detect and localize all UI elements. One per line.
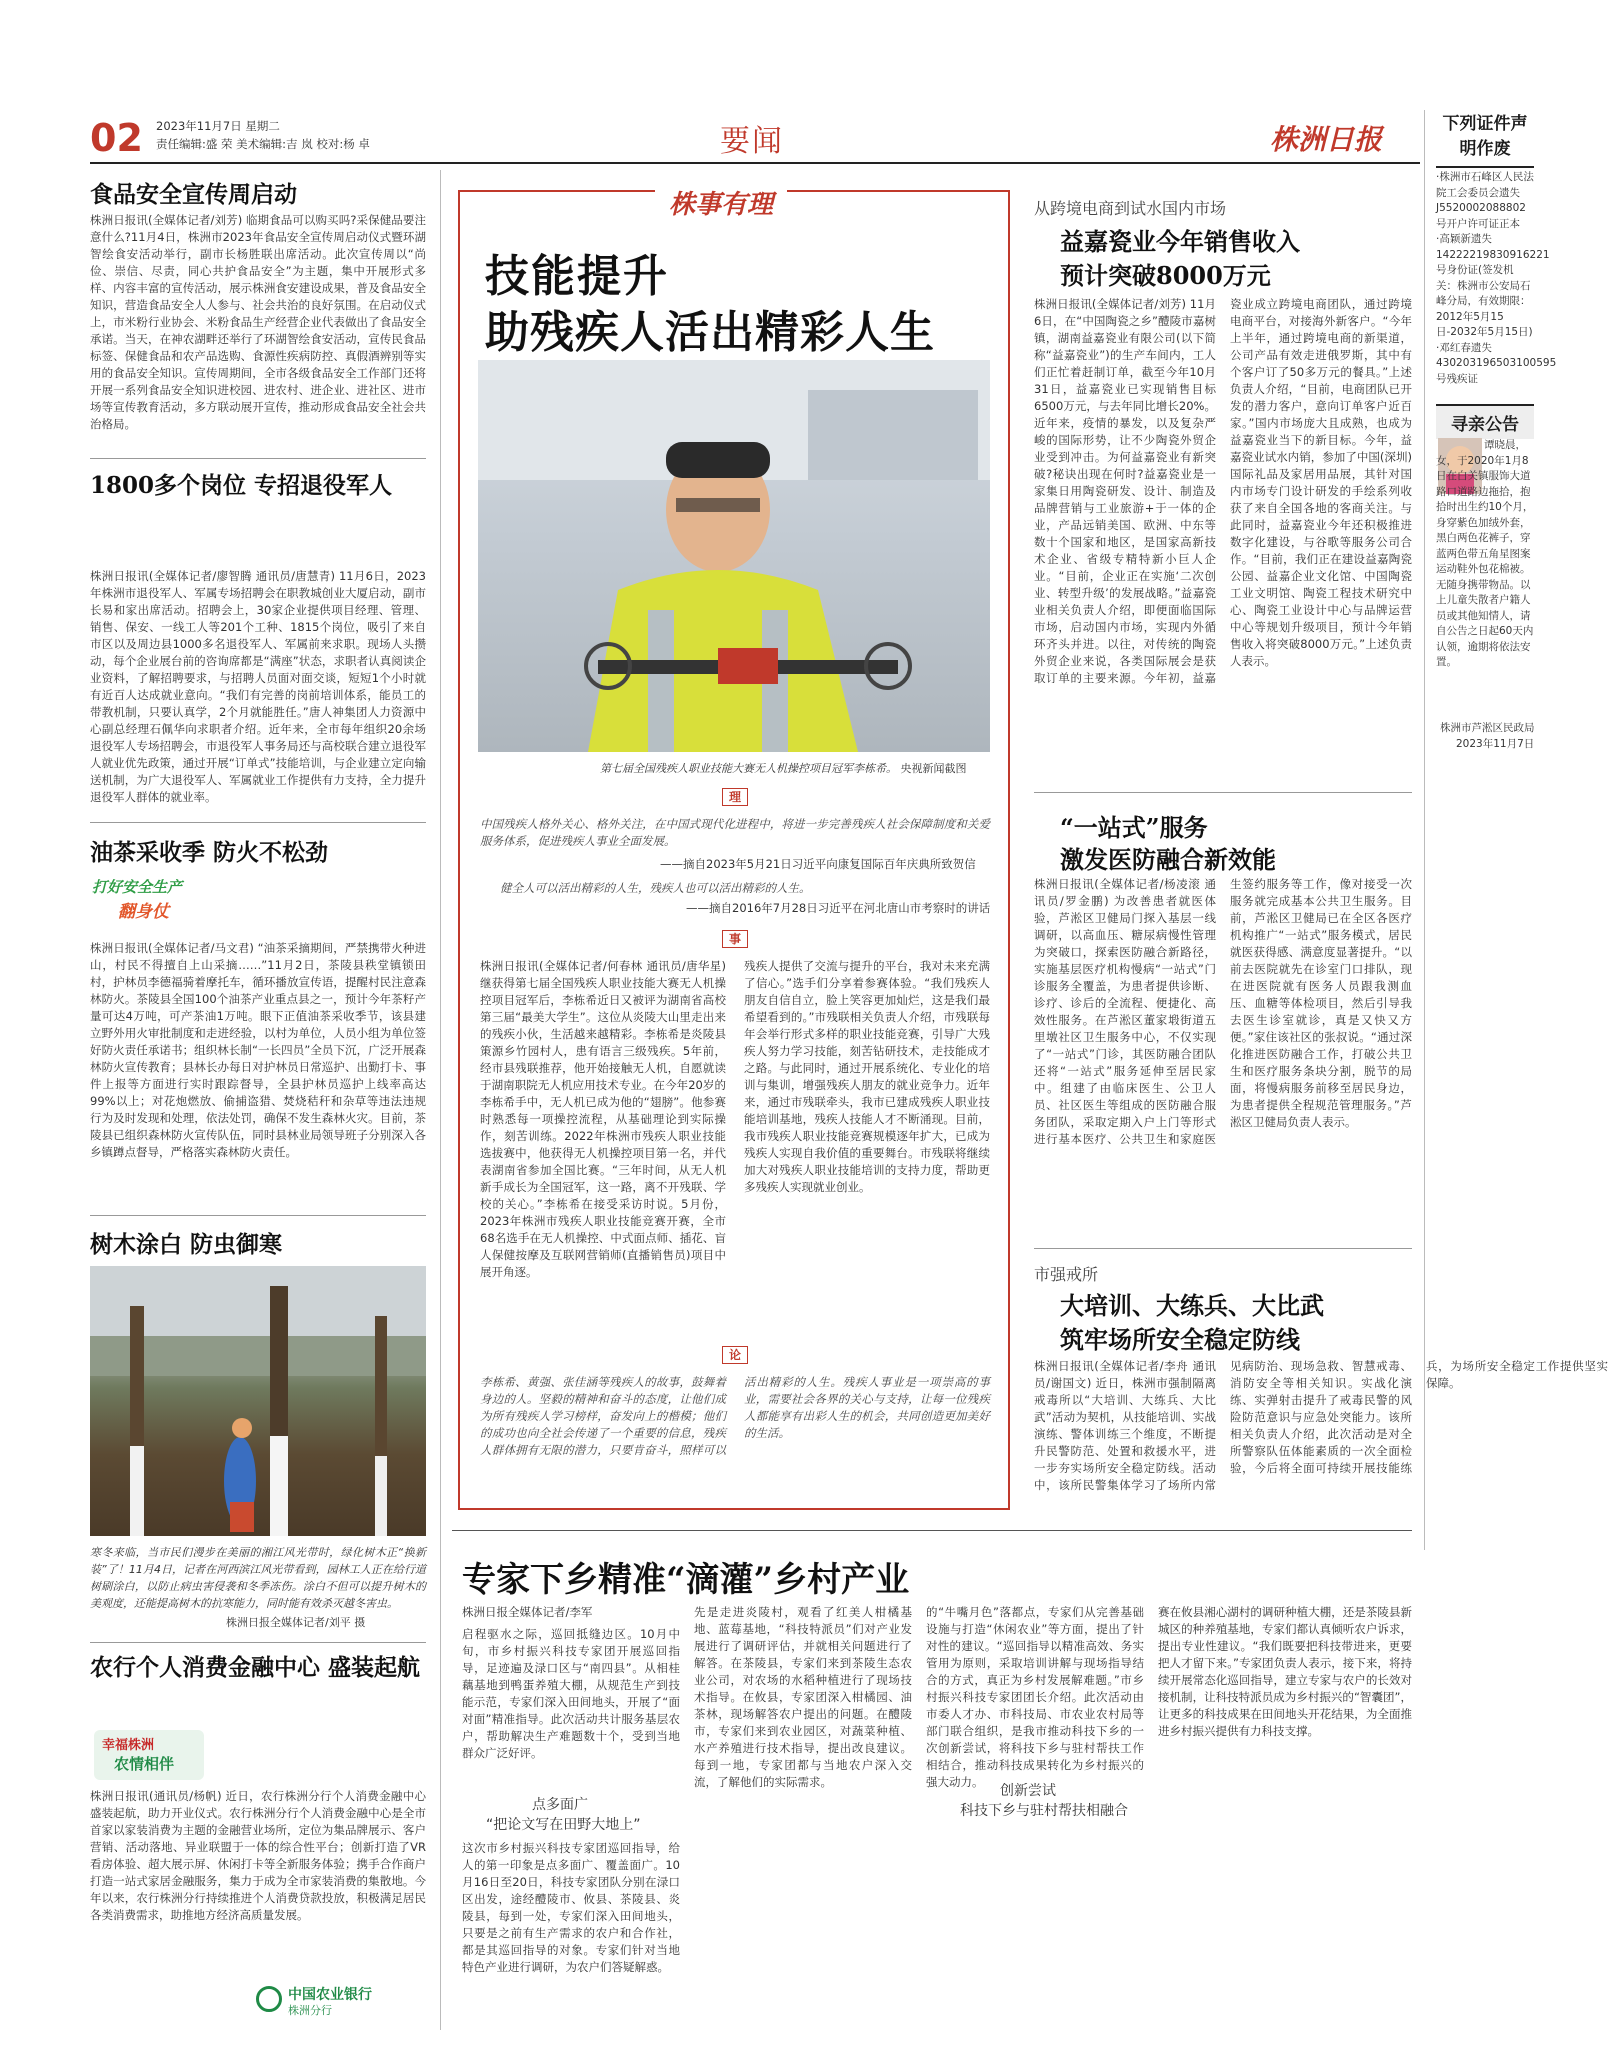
one-stop-title-2: 激发医防融合新效能	[1060, 845, 1276, 874]
quote-2: 健全人可以活出精彩的人生，残疾人也可以活出精彩的人生。	[500, 881, 811, 895]
lost-notice-body: ·株洲市石峰区人民法院工会委员会遗失J5520002088802号开户许可证正本 ·高颖新遗失14222219830916221号身份证(签发机关：株洲市公安局石峰分局，有效期限：2012年5月15日-2032年5月15日) ·邓红春遗失430203196503100595号残疾证	[1436, 171, 1557, 385]
feature-title-2: 助残疾人活出精彩人生	[485, 307, 935, 358]
quote-1: 中国残疾人格外关心、格外关注，在中国式现代化进程中，将进一步完善残疾人社会保障制度和关爱服务体系，促进残疾人事业全面发展。	[480, 817, 990, 848]
food-safety-title: 食品安全宣传周启动	[90, 181, 297, 208]
column-rule	[440, 170, 441, 2030]
experts-body-2: 先是走进炎陵村，观看了红美人柑橘基地、蓝莓基地，“科技特派员”们对产业发展进行了调研评估，并就相关问题进行了解答。在茶陵县，专家们来到茶陵生态农业公司，对农场的水稻种植进行了现场技术指导。在攸县，专家团深入柑橘园、油茶林，现场解答农户提出的问题。在醴陵市，专家们来到农业园区，对蔬菜种植、水产养殖进行技术指导，提出改良建议。每到一地，专家团都与当地农户深入交流，了解他们的实际需求。	[694, 1605, 912, 1789]
veterans-title	[90, 470, 426, 501]
divider	[90, 822, 426, 823]
training-title-2: 筑牢场所安全稳定防线	[1060, 1325, 1300, 1354]
abc-bank-body: 株洲日报讯(通讯员/杨帆) 近日，农行株洲分行个人消费金融中心盛装起航，助力开业仪式。农行株洲分行个人消费金融中心是全市首家以家装消费为主题的金融营业场所，定位为集品牌展示、客户营销、活动落地、异业联盟于一体的综合性平台；创新打造了VR看房体验、超大展示屏、休闲打卡等全新服务体验；携手合作商户打造一站式家居金融服务，集力于成为全市家装消费的集散地。今年以来，农行株洲分行持续推进个人消费贷款投放，积极满足居民各类消费需求，助推地方经济高质量发展。	[90, 1789, 426, 1922]
lost-notice-title: 下列证件声明作废	[1436, 112, 1534, 168]
veterans-title-text: 1800多个岗位 专招退役军人	[90, 472, 393, 499]
seek-notice-title: 寻亲公告	[1436, 404, 1534, 439]
feature-caption-text: 第七届全国残疾人职业技能大赛无人机操控项目冠军李栋希。	[600, 762, 897, 775]
feature-photo-caption	[600, 760, 1000, 776]
section-title: 要闻	[720, 124, 784, 159]
ceramics-kicker: 从跨境电商到试水国内市场	[1034, 199, 1227, 218]
safety-campaign-badge	[92, 876, 242, 932]
experts-body-1: 这次市乡村振兴科技专家团巡回指导，给人的第一印象是点多面广、覆盖面广。10月16日至20日，科技专家团队分别在渌口区出发，途经醴陵市、攸县、茶陵县、炎陵县，每到一处，专家们深入田间地头，只要是之前有生产需求的农户和合作社，都是其巡回指导的对象。专家们针对当地特色产业进行调研，为农户们答疑解惑。	[462, 1841, 680, 1974]
paper-logo: 株洲日报	[1270, 123, 1383, 156]
training-body: 株洲日报讯(全媒体记者/李舟 通讯员/谢国文) 近日，株洲市强制隔离戒毒所以“大培训、大练兵、大比武”活动为契机，从技能培训、实战演练、警体训练三个维度，不断提升民警防范、处置和救援水平，进一步夯实场所安全稳定防线。活动中，该所民警集体学习了场所内常见病防治、现场急救、智慧戒毒、消防安全等相关知识。实战化演练、实弹射击提升了戒毒民警的风险防范意识与应急处突能力。该所相关负责人介绍，此次活动是对全所警察队伍体能素质的一次全面检验，今后将全面可持续开展技能练兵，为场所安全稳定工作提供坚实保障。	[1034, 1359, 1608, 1492]
food-safety-body: 株洲日报讯(全媒体记者/刘芳) 临期食品可以购买吗?采保健品要注意什么?11月4日，株洲市2023年食品安全宣传周启动仪式暨环湖智绘食安活动举行，副市长杨胜联出席活动。此次宣传周以“尚俭、崇信、尽责，同心共护食品安全”为主题，集中开展形式多样、内容丰富的宣传活动，展示株洲食安建设成果，普及食品安全知识，营造食品安全人人参与、社会共治的良好氛围。在启动仪式上，市米粉行业协会、米粉食品生产经营企业代表做出了食品安全承诺。当天，在神农湖畔还举行了环湖智绘食安活动，宣传民食品标签、保健食品和农产品选购、食源性疾病防控、真假酒辨别等实用的食品安全知识。宣传周期间，全市各级食品安全工作部门还将开展一系列食品安全知识进校园、进农村、进企业、进社区、进市场等宣传教育活动，多方联动展开宣传，推动形成食品安全社会共治格局。	[90, 213, 426, 431]
label-lun: 论	[722, 1346, 748, 1364]
experts-body-4: 赛在攸县湘心湖村的调研种植大棚，还是茶陵县新城区的种养殖基地，专家们都认真倾听农户诉求，提出专业性建议。“我们既要把科技带进来，更要把人才留下来。”专家团负责人表示，接下来，将持续开展常态化巡回指导，建立专家与农户的长效对接机制，让科技特派员成为乡村振兴的“智囊团”，让更多的科技成果在田间地头开花结果，为全面推进乡村振兴提供有力科技支撑。	[1158, 1605, 1412, 1738]
veterans-body: 株洲日报讯(全媒体记者/廖智腾 通讯员/唐慧青) 11月6日，2023年株洲市退役军人、军属专场招聘会在职教城创业大厦启动，副市长易和家出席活动。招聘会上，30家企业提供项目经理、管理、销售、保安、一线工人等201个工种、1815个岗位，吸引了来自市区以及周边县1000多名退役军人、军属前来求职。现场人头攒动，每个企业展台前的咨询席都是“满座”状态，求职者认真阅读企业资料，了解招聘要求，与招聘人员面对面交谈，短短1个小时就有近百人达成就业意向。“我们有完善的岗前培训体系，能员工的带教机制，只要认真学，2个月就能胜任。”唐人神集团人力资源中心副总经理石佩华向求职者介绍。近年来，全市每年组织20余场退役军人专场招聘会，市退役军人事务局还与高校联合建立退役军人就业优先政策，通过开展“订单式”技能培训，与企业建立定向输送机制，为广大退役军人、军属就业工作提供有力支持，全力提升退役军人群体的就业率。	[90, 569, 426, 804]
experts-lead: 启程驱水之际，巡回抵缝边区。10月中旬，市乡村振兴科技专家团开展巡回指导，足迹遍及渌口区与“南四县”。从相桂藕基地到鸭蛋养殖大棚，从规范生产到技能示范，专家们深入田间地头，开展了“面对面”精准指导。此次活动共计服务基层农户，帮助解决生产难题数十个，受到当地群众广泛好评。	[462, 1627, 680, 1760]
experts-sub-1: 点多面广	[532, 1797, 588, 1813]
divider	[90, 1215, 426, 1216]
abc-bank-title	[90, 1652, 426, 1684]
seek-notice-sign: 株洲市芦淞区民政局	[1440, 722, 1535, 734]
badge-line-1: 打好安全生产	[92, 878, 183, 896]
tree-paint-title: 树木涂白 防虫御寒	[90, 1231, 283, 1258]
feature-title-1: 技能提升	[485, 251, 669, 302]
feature-header: 株事有理	[655, 184, 787, 221]
abc-badge-line-1: 幸福株洲	[102, 1738, 155, 1753]
feature-commentary: 李栋希、黄强、张佳涵等残疾人的故事，鼓舞着身边的人。坚毅的精神和奋斗的态度，让他们成为所有残疾人学习榜样，奋发向上的楷模；他们的成功也向全社会传递了一个重要的信息，残疾人群体拥有无限的潜力，只要肯奋斗，照样可以活出精彩的人生。残疾人事业是一项崇高的事业，需要社会各界的关心与支持，让每一位残疾人都能享有出彩人生的机会，共同创造更加美好的生活。	[480, 1375, 990, 1457]
abc-bank-title-text: 农行个人消费金融中心 盛装起航	[90, 1654, 421, 1681]
feature-photo	[478, 360, 990, 752]
experts-sub-2b: 科技下乡与驻村帮扶相融合	[960, 1803, 1128, 1819]
badge-line-2: 翻身仗	[118, 902, 169, 922]
oil-tea-body: 株洲日报讯(全媒体记者/马文君) “油茶采摘期间，严禁携带火种进山，村民不得擅自上山采摘……”11月2日，茶陵县秩堂镇锁田村，护林员李德福骑着摩托车，循环播放宣传语，提醒村民注意森林防火。茶陵县全国100个油茶产业重点县之一，预计今年茶籽产量可达4万吨，可产茶油1万吨。眼下正值油茶采收季节，该县建立野外用火审批制度和走进经验，以村为单位，人员小组为单位签好防火责任承诺书；组织林长制“一长四员”全员下沉，广泛开展森林防火宣传教育；县林长办每日对护林员日常巡护、出勤打卡、事件上报等方面进行实时跟踪督导，全县护林员巡护上线率高达99%以上；对花炮燃放、偷捕盗猎、焚烧秸秆和杂草等违法违规行为及时发现和处理，依法处罚，确保不发生森林火灾。目前，茶陵县已组织森林防火宣传队伍，同时县林业局领导班子分别深入各乡镇蹲点督导，严格落实森林防火责任。	[90, 941, 426, 1159]
abc-badge-line-2: 农情相伴	[114, 1755, 175, 1773]
label-li: 理	[722, 788, 748, 806]
seek-notice-date: 2023年11月7日	[1456, 738, 1535, 750]
ceramics-body: 株洲日报讯(全媒体记者/刘芳) 11月6日，在“中国陶瓷之乡”醴陵市嘉树镇，湖南益嘉瓷业有限公司(以下简称“益嘉瓷业”)的生产车间内，工人们正忙着赶制订单，截至今年10月31日，益嘉瓷业已实现销售目标6500万元，与去年同比增长20%。近年来，疫情的暴发，以及复杂严峻的国际形势，让不少陶瓷外贸企业受到冲击。为何益嘉瓷业有新突破?秘诀出现在何时?益嘉瓷业是一家集日用陶瓷研发、设计、制造及品牌营销与工业旅游+于一体的企业，产品远销美国、欧洲、中东等数十个国家和地区，是国家高新技术企业、省级专精特新小巨人企业。“目前，企业正在实施‘二次创业、转型升级’的发展战略。”益嘉瓷业相关负责人介绍，即便面临国际市场，启动国内市场，实现内外循环齐头并进。以往，对传统的陶瓷外贸企业来说，各类国际展会是获取订单的主要来源。今年初，益嘉瓷业成立跨境电商团队，通过跨境电商平台，对接海外新客户。“今年上半年，通过跨境电商的新渠道，公司产品有效走进俄罗斯，其中有个客户订了50多万元的餐具。”上述负责人介绍，“目前，电商团队已开发的潜力客户，意向订单客户近百家。”国内市场庞大且成熟，也成为益嘉瓷业当下的新目标。今年，益嘉瓷业试水内销，参加了中国(深圳)国际礼品及家居用品展，其针对国内市场专门设计研发的手绘系列收获了来自全国各地的客商关注。与此同时，益嘉瓷业今年还积极推进数字化建设，与谷歌等服务公司合作。“目前，我们正在建设益嘉陶瓷公园、益嘉企业文化馆、中国陶瓷工业文明馆、陶瓷工程技术研究中心、陶瓷工业设计中心与品牌运营中心等规划升级项目，预计今年销售收入将突破8000万元。”上述负责人表示。	[1034, 297, 1412, 685]
divider	[90, 458, 426, 459]
tree-paint-credit: 株洲日报全媒体记者/刘平 摄	[226, 1616, 366, 1629]
page-editors: 责任编辑:盛 荣 美术编辑:吉 岚 校对:杨 卓	[156, 137, 370, 151]
bank-logo-icon	[256, 1986, 282, 2012]
one-stop-body: 株洲日报讯(全媒体记者/杨凌滚 通讯员/罗金鹏) 为改善患者就医体验，芦淞区卫健局门探入基层一线调研，以高血压、糖尿病慢性管理为突破口，探索医防融合新路径，实施基层医疗机构慢病“一站式”门诊服务全覆盖，为患者提供诊断、诊疗、诊后的全流程、便捷化、高效性服务。在芦淞区董家塅街道五里墩社区卫生服务中心，不仅实现了“一站式”门诊，其医防融合团队还将“一站式”服务延伸至居民家中。组建了由临床医生、公卫人员、社区医生等组成的医防融合服务团队，采取定期入户上门等形式进行基本医疗、公共卫生和家庭医生签约服务等工作，像对接受一次服务就完成基本公共卫生服务。目前，芦淞区卫健局已在全区各医疗机构推广“一站式”服务模式，居民就医获得感、满意度显著提升。“以前去医院就先在诊室门口排队，现在进医院就有医务人员跟我测血压、血糖等体检项目，然后引导我去医生诊室就诊，真是又快又方便。”家住该社区的张叔说。“通过深化推进医防融合工作，打破公共卫生和医疗服务条块分割，脱节的局面，将慢病服务前移至居民身边，为患者提供全程规范管理服务。”芦淞区卫健局负责人表示。	[1034, 877, 1412, 1146]
training-kicker: 市强戒所	[1034, 1265, 1099, 1284]
oil-tea-title: 油茶采收季 防火不松劲	[90, 839, 329, 866]
feature-photo-scene	[478, 360, 990, 752]
label-shi: 事	[722, 930, 748, 948]
training-title-1: 大培训、大练兵、大比武	[1060, 1291, 1324, 1320]
photo-scene	[90, 1266, 426, 1536]
ceramics-title-1: 益嘉瓷业今年销售收入	[1060, 227, 1300, 256]
feature-caption-credit: 央视新闻截图	[900, 762, 967, 775]
tree-paint-caption: 寒冬来临，当市民们漫步在美丽的湘江风光带时，绿化树木正“换新装”了！11月4日，记者在河西滨江风光带看到，园林工人正在给行道树刷涂白，以防止病虫害侵袭和冬季冻伤。涂白不但可以提升树木的美观度，还能提高树木的抗寒能力，同时能有效杀灭越冬害虫。	[90, 1546, 426, 1610]
bank-name: 中国农业银行	[288, 1987, 372, 2003]
notices-rule	[1424, 110, 1425, 1550]
abc-campaign-badge	[94, 1730, 204, 1780]
quote-2-source: ——摘自2016年7月28日习近平在河北唐山市考察时的讲话	[686, 901, 991, 915]
bottom-section-rule	[452, 1530, 1412, 1531]
page-date: 2023年11月7日 星期二	[156, 119, 280, 133]
experts-title: 专家下乡精准“滴灌”乡村产业	[462, 1560, 910, 1600]
experts-sub-1b: “把论文写在田野大地上”	[486, 1817, 641, 1833]
quote-1-source: ——摘自2023年5月21日习近平向康复国际百年庆典所致贺信	[660, 857, 976, 871]
feature-story-2: 残疾人提供了交流与提升的平台，我对未来充满了信心。”选手们分享着参赛体验。“我们残疾人朋友自信自立，脸上笑容更加灿烂，这是我们最希望看到的。”市残联相关负责人介绍，市残联每年会举行形式多样的职业技能竞赛，引导广大残疾人努力学习技能，刻苦钻研技术，走技能成才之路。与此同时，通过开展系统化、专业化的培训与集训，增强残疾人朋友的就业竞争力。近年来，通过市残联牵头，我市已建成残疾人职业技能培训基地，残疾人技能人才不断涌现。目前，我市残疾人职业技能竞赛规模逐年扩大，已成为残疾人实现自我价值的重要舞台。市残联将继续加大对残疾人职业技能培训的支持力度，帮助更多残疾人实现就业创业。	[744, 959, 990, 1194]
experts-body-3a: 的“牛嘴月色”落都点，专家们从完善基础设施与打造“休闲农业”等方面，提出了针对性的建议。“巡回指导以精准高效、务实管用为原则，采取培训讲解与现场指导结合的方式，真正为乡村发展解难题。”市乡村振兴科技专家团团长介绍。此次活动由市委人才办、市科技局、市农业农村局等部门联合组织，是我市推动科技下乡的一次创新尝试，将科技下乡与驻村帮扶工作相结合，推动科技成果转化为乡村振兴的强大动力。	[926, 1605, 1144, 1789]
experts-sub-2: 创新尝试	[1000, 1783, 1056, 1799]
tree-paint-photo	[90, 1266, 426, 1536]
header-rule	[90, 162, 1420, 164]
divider	[90, 1642, 426, 1643]
divider	[1034, 1248, 1412, 1249]
experts-byline: 株洲日报全媒体记者/李军	[462, 1605, 593, 1619]
divider	[1034, 792, 1412, 793]
bank-logo	[256, 1982, 426, 2018]
seek-notice-body: 谭晓晨，女，于2020年1月8日在白关镇服饰大道路口道路边拖拾，抱拾时出生约10个月，身穿紫色加绒外套，黑白两色花裤子，穿蓝两色带五角星图案运动鞋外包花棉被。无随身携带物品。以上儿童失散者户籍人员或其他知情人，请自公告之日起60天内认领，逾期将依法安置。	[1436, 439, 1534, 668]
page-number: 02	[90, 116, 143, 160]
page-header	[90, 110, 1420, 162]
ceramics-title-2: 预计突破8000万元	[1060, 261, 1271, 290]
one-stop-title-1: “一站式”服务	[1060, 813, 1208, 842]
feature-story: 株洲日报讯(全媒体记者/何春林 通讯员/唐华星) 继获得第七届全国残疾人职业技能大赛无人机操控项目冠军后，李栋希近日又被评为湖南省高校第三届“最美大学生”。这位从炎陵大山里走出来的残疾小伙，生活越来越精彩。李栋希是炎陵县策源乡竹园村人，患有语言三级残疾。5年前，经市县残联推荐，他开始接触无人机，自愿就读于湖南职院无人机应用技术专业。在今年20岁的李栋希手中，无人机已成为他的“翅膀”。他参赛时熟悉每一项操控流程，从基础理论到实际操作，刻苦训练。2022年株洲市残疾人职业技能选拔赛中，他获得无人机操控项目第一名，并代表湖南省参加全国比赛。“三年时间，从无人机新手成长为全国冠军，这一路，离不开残联、学校的关心。”李栋希在接受采访时说。5月份，2023年株洲市残疾人职业技能竞赛开赛，全市68名选手在无人机操控、中式面点师、插花、盲人保健按摩及互联网营销师(直播销售员)项目中展开角逐。	[480, 959, 726, 1279]
bank-branch: 株洲分行	[288, 2004, 332, 2017]
